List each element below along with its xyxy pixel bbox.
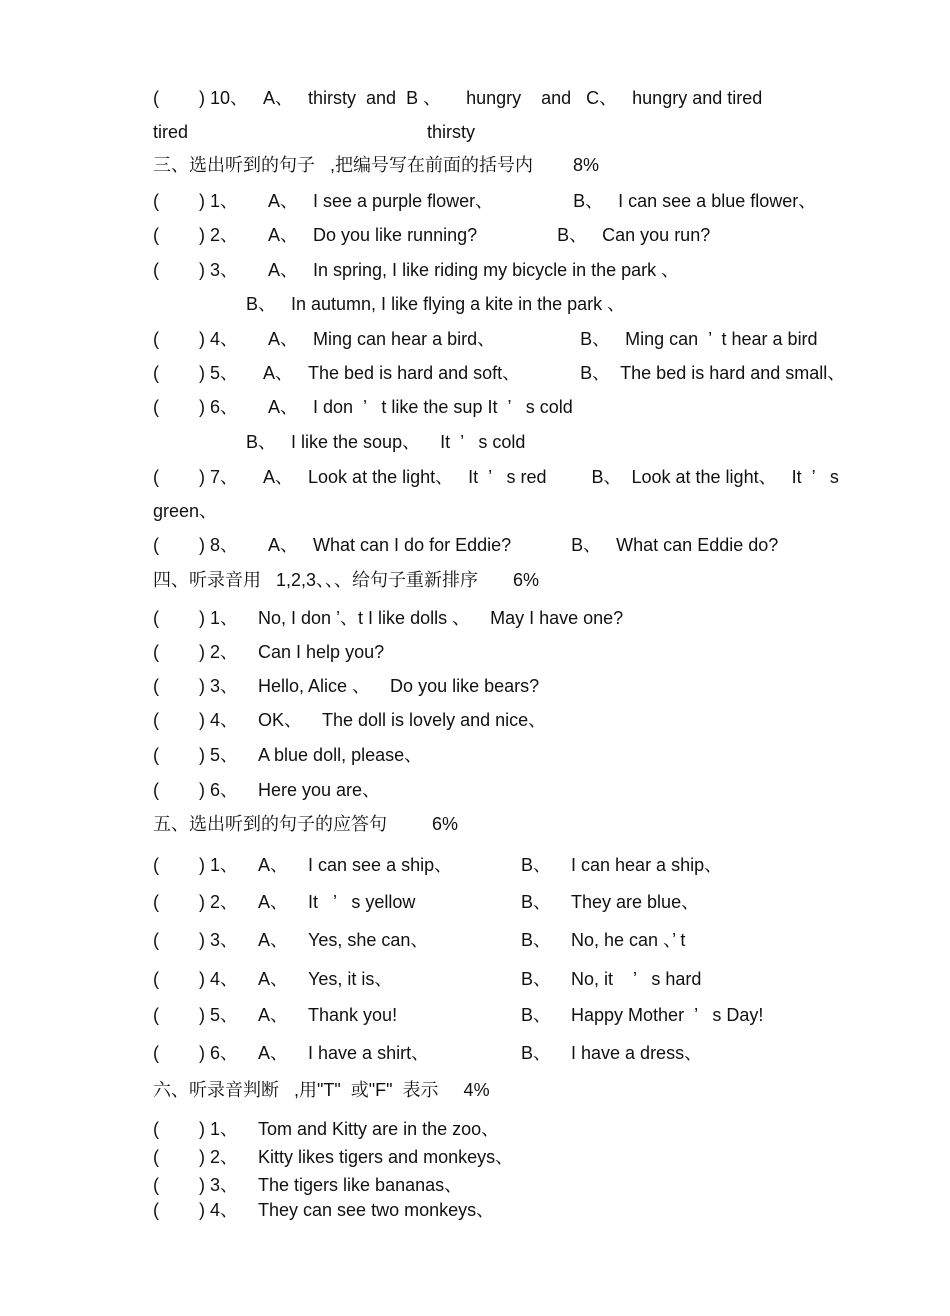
list-item: ( ) 5、 A、 The bed is hard and soft、 B、 The bed is hard and small、 bbox=[153, 363, 846, 383]
list-item: ( ) 3、 A、 In spring, I like riding my bicycle in the park 、 bbox=[153, 260, 680, 280]
list-item: ( ) 6、 Here you are、 bbox=[153, 780, 381, 800]
q10-line2-thirsty: thirsty bbox=[427, 122, 476, 142]
list-item-option-b: B、 I have a dress、 bbox=[521, 1043, 703, 1063]
list-item: ( ) 4、 OK、 The doll is lovely and nice、 bbox=[153, 710, 547, 730]
list-item: ( ) 2、 A、 It ’ s yellow bbox=[153, 892, 416, 912]
list-item: ( ) 6、 A、 I don ’ t like the sup It ’ s cold bbox=[153, 397, 573, 417]
list-item: B、 In autumn, I like flying a kite in the park 、 bbox=[246, 294, 626, 314]
list-item-option-b: B、 Happy Mother ’ s Day! bbox=[521, 1005, 764, 1025]
list-item: ( ) 6、 A、 I have a shirt、 bbox=[153, 1043, 430, 1063]
list-item: ( ) 1、 A、 I can see a ship、 bbox=[153, 855, 453, 875]
list-item: ( ) 1、 No, I don ’、t I like dolls 、 May I have one? bbox=[153, 608, 624, 628]
list-item-option-b: B、 No, it ’ s hard bbox=[521, 969, 702, 989]
list-item: ( ) 5、 A、 Thank you! bbox=[153, 1005, 398, 1025]
section-4-title: 四、听录音用 1,2,3、、、给句子重新排序 6% bbox=[153, 570, 540, 590]
list-item: ( ) 4、 A、 Ming can hear a bird、 B、 Ming can ’ t hear a bird bbox=[153, 329, 818, 349]
list-item: ( ) 4、 A、 Yes, it is、 bbox=[153, 969, 393, 989]
list-item: ( ) 4、 They can see two monkeys、 bbox=[153, 1200, 495, 1220]
q10-line1: ( ) 10、 A、 thirsty and B 、 hungry and C、 hungry and tired bbox=[153, 88, 763, 108]
q10-line2-tired: tired bbox=[153, 122, 189, 142]
section-3-title: 三、选出听到的句子 ,把编号写在前面的括号内 8% bbox=[153, 155, 600, 175]
list-item: B、 I like the soup、 It ’ s cold bbox=[246, 432, 526, 452]
list-item: ( ) 2、 A、 Do you like running? B、 Can you run? bbox=[153, 225, 711, 245]
list-item: ( ) 2、 Can I help you? bbox=[153, 642, 385, 662]
list-item: green、 bbox=[153, 501, 218, 521]
list-item: ( ) 7、 A、 Look at the light、 It ’ s red B、 Look at the light、 It ’ s bbox=[153, 467, 839, 487]
list-item: ( ) 2、 Kitty likes tigers and monkeys、 bbox=[153, 1147, 514, 1167]
list-item: ( ) 5、 A blue doll, please、 bbox=[153, 745, 423, 765]
list-item: ( ) 1、 A、 I see a purple flower、 B、 I can see a blue flower、 bbox=[153, 191, 817, 211]
list-item-option-b: B、 No, he can 、’ t bbox=[521, 930, 686, 950]
list-item: ( ) 3、 Hello, Alice 、 Do you like bears? bbox=[153, 676, 540, 696]
list-item-option-b: B、 They are blue、 bbox=[521, 892, 700, 912]
list-item: ( ) 1、 Tom and Kitty are in the zoo、 bbox=[153, 1119, 500, 1139]
section-6-title: 六、听录音判断 ,用"T" 或"F" 表示 4% bbox=[153, 1080, 490, 1100]
list-item: ( ) 3、 A、 Yes, she can、 bbox=[153, 930, 429, 950]
list-item-option-b: B、 I can hear a ship、 bbox=[521, 855, 723, 875]
section-5-title: 五、选出听到的句子的应答句 6% bbox=[153, 814, 459, 834]
list-item: ( ) 3、 The tigers like bananas、 bbox=[153, 1175, 463, 1195]
list-item: ( ) 8、 A、 What can I do for Eddie? B、 What can Eddie do? bbox=[153, 535, 779, 555]
